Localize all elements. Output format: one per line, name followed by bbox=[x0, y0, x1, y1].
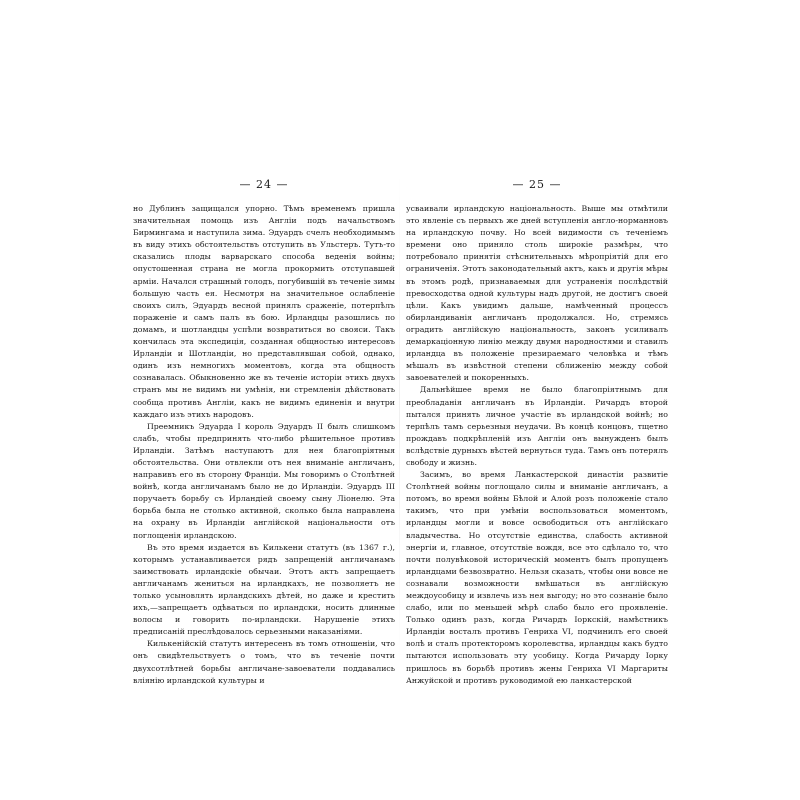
left-page bbox=[133, 178, 395, 687]
page-number: — 25 — bbox=[512, 178, 562, 191]
paragraph: Килькенійскій статутъ интересенъ въ томъ отношеніи, что онъ свидѣтельствуетъ о томъ, что въ теченіе почти двухсотлѣтней борьбы англичане-завоеватели поддавались вліянію ирландской культуры и bbox=[133, 639, 395, 685]
paragraph: Засимъ, во время Ланкастерской династіи развитіе Столѣтней войны поглощало силы и вниманіе англичанъ, а потомъ, во время войны Бѣлой и Алой розъ положеніе стало такимъ, что при умѣніи воспользоваться моментомъ, ирландцы могли и вовсе освободиться отъ англійскаго владычества. Но отсутствіе единства, слабость активной энергіи и, главное, отсутствіе вождя, все это сдѣлало то, что почти полувѣковой историческій моментъ былъ пропущенъ ирландцами безвозвратно. Нельзя сказать, чтобы они вовсе не сознавали возможности вмѣшаться въ англійскую междоусобицу и извлечь изъ нея выгоду; но это сознаніе было слабо, или по меньшей мѣрѣ слабо было его проявленіе. Только одинъ разъ, когда Ричардъ Іоркскій, намѣстникъ Ирландіи восталъ противъ Генриха VI, подчинилъ его своей волѣ и сталъ протекторомъ королевства, ирландцы какъ будто пытаются использовать эту усобицу. Когда Ричарду Іорку пришлось въ борьбѣ противъ жены Генриха VI Маргариты Анжуйской и противъ руководимой ею ланкастерской bbox=[406, 470, 668, 685]
paragraph: но Дублинъ защищался упорно. Тѣмъ временемъ пришла значительная помощь изъ Англіи подъ начальствомъ Бирмингама и наступила зима. Эдуардъ счелъ необходимымъ въ виду этихъ обстоятельствъ отступить въ Ульстеръ. Тутъ-то сказались плоды варварскаго способа веденія войны; опустошенная страна не могла прокормить отступавшей арміи. Начался страшный голодъ, погубившій въ теченіе зимы большую часть ея. Несмотря на значительное ослабленіе своихъ силъ, Эдуардъ весной принялъ сраженіе, потерпѣлъ пораженіе и самъ палъ въ бою. Ирландцы разошлись по домамъ, и шотландцы успѣли возвратиться во свояси. Такъ кончилась эта экспедиція, созданная общностью интересовъ Ирландіи и Шотландіи, но представлявшая собой, однако, одинъ изъ немногихъ моментовъ, когда эта общность сознавалась. Обыкновенно же въ теченіе исторіи этихъ двухъ странъ мы не видимъ ни умѣнія, ни стремленія дѣйствовать сообща противъ Англіи, какъ не видимъ единенія и внутри каждаго изъ этихъ народовъ. bbox=[133, 204, 395, 419]
paragraph: Въ это время издается въ Килькени статутъ (въ 1367 г.), которымъ устанавливается рядъ запрещеній англичанамъ заимствовать ирландскіе обычаи. Этотъ актъ запрещаетъ англичанамъ жениться на ирландкахъ, не позволяетъ не только усыновлять ирландскихъ дѣтей, но даже и крестить ихъ,—запрещаетъ одѣваться по ирландски, носить длинные волосы и говорить по-ирландски. Нарушеніе этихъ предписаній преслѣдовалось серьезными наказаніями. bbox=[133, 542, 395, 637]
paragraph: Преемникъ Эдуарда I король Эдуардъ II былъ слишкомъ слабъ, чтобы предпринять что-либо рѣшительное противъ Ирландіи. Затѣмъ наступаютъ для нея благопріятныя обстоятельства. Они отвлекли отъ нея вниманіе англичанъ, направивъ его въ сторону Франціи. Мы говоримъ о Столѣтней войнѣ, когда англичанамъ было не до Ирландіи. Эдуардъ III поручаетъ борьбу съ Ирландіей своему сыну Ліонелю. Эта борьба была не столько активной, сколько была направлена на охрану въ Ирландіи англійской національности отъ поглощенія ирландскою. bbox=[133, 421, 395, 540]
page-text bbox=[133, 203, 395, 687]
paragraph: усваивали ирландскую національность. Выше мы отмѣтили это явленіе съ первыхъ же дней вступленія англо-норманновъ на ирландскую почву. Но всей видимости съ теченіемъ времени оно приняло столь широкіе размѣры, что потребовало принятія стѣснительныхъ мѣропріятій для его ограниченія. Этотъ законодательный актъ, какъ и другія мѣры въ этомъ родѣ, признаваемыя для устраненія послѣдствій превосходства одной культуры надъ другой, не достигъ своей цѣли. Какъ увидимъ дальше, намѣченный процессъ обирландиванія англичанъ продолжался. Но, стремясь оградить англійскую національность, законъ усиливалъ демаркаціонную линію между двумя народностями и ставилъ ирландца въ положеніе презираемаго человѣка и тѣмъ мѣшалъ въ извѣстной степени сближенію между собой завоевателей и покоренныхъ. bbox=[406, 204, 668, 383]
paragraph: Дальнѣйшее время не было благопріятнымъ для преобладанія англичанъ въ Ирландіи. Ричардъ второй пытался принять личное участіе въ ирландской войнѣ; но терпѣлъ тамъ серьезныя неудачи. Въ концѣ концовъ, тщетно прождавъ подкрѣпленій изъ Англіи онъ вынужденъ былъ вслѣдствіе дурныхъ вѣстей вернуться туда. Тамъ онъ потерялъ свободу и жизнь. bbox=[406, 385, 668, 467]
right-page bbox=[406, 178, 668, 687]
book-gutter bbox=[399, 170, 400, 670]
page-number: — 24 — bbox=[239, 178, 289, 191]
page-text bbox=[406, 203, 668, 687]
